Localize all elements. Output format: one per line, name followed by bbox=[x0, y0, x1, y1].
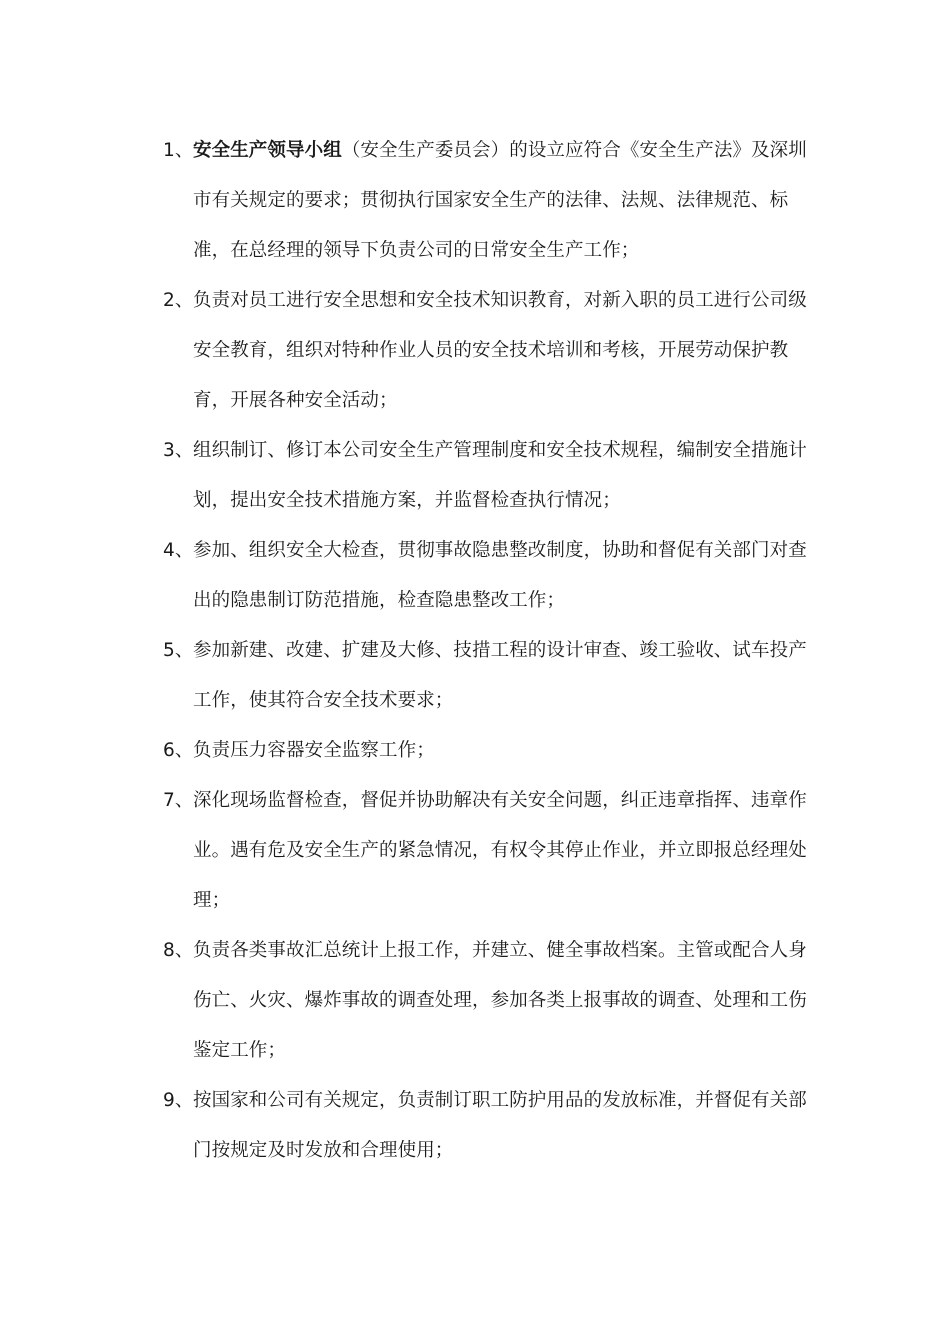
item-number: 4、 bbox=[163, 540, 194, 561]
item-text: 深化现场监督检查，督促并协助解决有关安全问题，纠正违章指挥、违章作业。遇有危及安全生产的紧急情况，有权令其停止作业，并立即报总经理处理； bbox=[193, 790, 807, 911]
duty-list bbox=[163, 126, 813, 1176]
list-item bbox=[163, 926, 813, 1076]
item-number: 9、 bbox=[163, 1090, 194, 1111]
item-text: 组织制订、修订本公司安全生产管理制度和安全技术规程，编制安全措施计划，提出安全技术措施方案，并监督检查执行情况； bbox=[193, 440, 807, 511]
list-item bbox=[163, 776, 813, 926]
item-number: 7、 bbox=[163, 790, 194, 811]
item-text: 负责各类事故汇总统计上报工作，并建立、健全事故档案。主管或配合人身伤亡、火灾、爆炸事故的调查处理，参加各类上报事故的调查、处理和工伤鉴定工作； bbox=[193, 940, 807, 1061]
item-text: 负责压力容器安全监察工作； bbox=[193, 740, 435, 761]
item-text: 负责对员工进行安全思想和安全技术知识教育，对新入职的员工进行公司级安全教育，组织对特种作业人员的安全技术培训和考核，开展劳动保护教育，开展各种安全活动； bbox=[193, 290, 807, 411]
item-text: 参加、组织安全大检查，贯彻事故隐患整改制度，协助和督促有关部门对查出的隐患制订防范措施，检查隐患整改工作； bbox=[193, 540, 807, 611]
item-text: 按国家和公司有关规定，负责制订职工防护用品的发放标准，并督促有关部门按规定及时发放和合理使用； bbox=[193, 1090, 807, 1161]
item-text: 参加新建、改建、扩建及大修、技措工程的设计审查、竣工验收、试车投产工作，使其符合安全技术要求； bbox=[193, 640, 807, 711]
item-number: 2、 bbox=[163, 290, 194, 311]
list-item bbox=[163, 626, 813, 726]
list-item bbox=[163, 526, 813, 626]
item-number: 1、 bbox=[163, 140, 194, 161]
item-text: （安全生产委员会）的设立应符合《安全生产法》及深圳市有关规定的要求；贯彻执行国家安全生产的法律、法规、法律规范、标准，在总经理的领导下负责公司的日常安全生产工作； bbox=[193, 140, 807, 261]
list-item bbox=[163, 126, 813, 276]
item-number: 5、 bbox=[163, 640, 194, 661]
list-item bbox=[163, 276, 813, 426]
item-number: 8、 bbox=[163, 940, 194, 961]
item-number: 6、 bbox=[163, 740, 194, 761]
item-number: 3、 bbox=[163, 440, 194, 461]
item-bold-term: 安全生产领导小组 bbox=[193, 140, 342, 161]
list-item bbox=[163, 726, 813, 776]
list-item bbox=[163, 1076, 813, 1176]
list-item bbox=[163, 426, 813, 526]
